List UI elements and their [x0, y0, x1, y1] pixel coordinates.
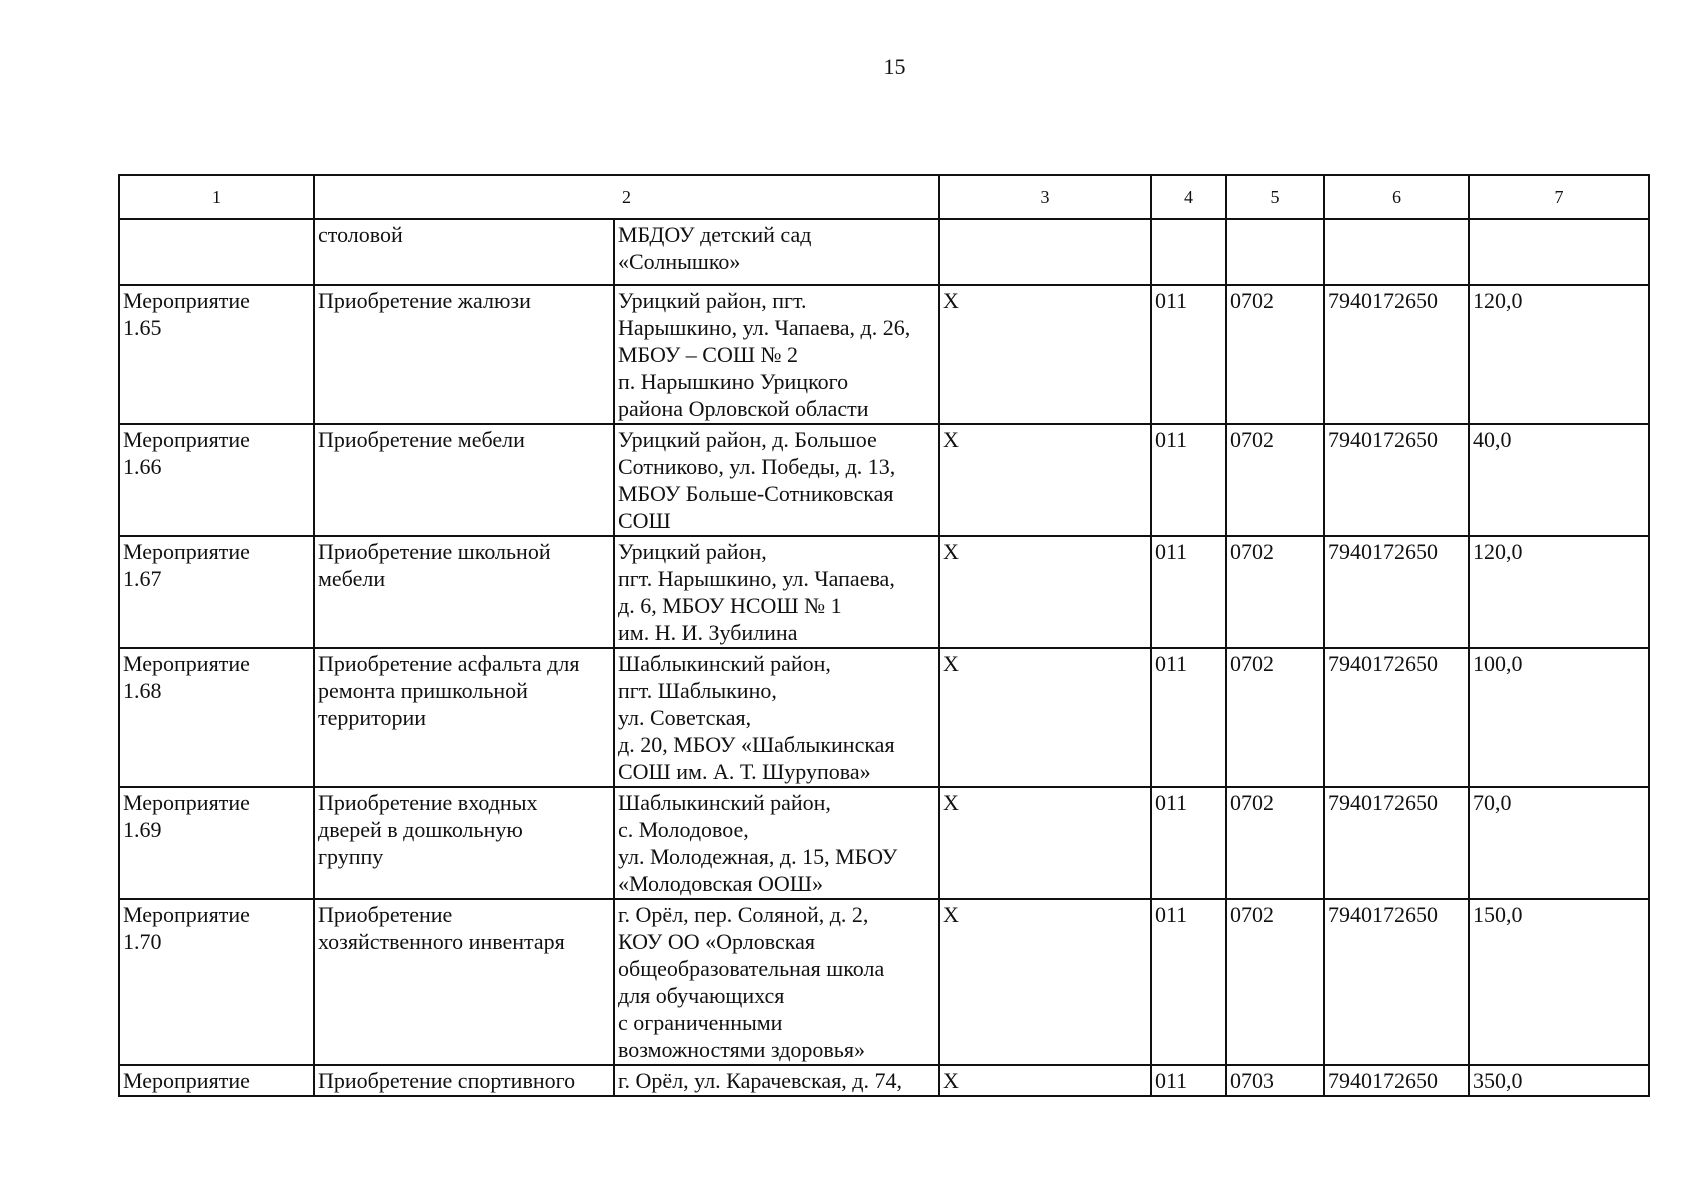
- name-cell: Приобретение жалюзи: [314, 285, 614, 424]
- col6-cell: 7940172650: [1324, 424, 1469, 536]
- col4-cell: 011: [1151, 424, 1226, 536]
- col6-cell: [1324, 219, 1469, 285]
- col5-cell: 0702: [1226, 899, 1324, 1065]
- name-cell: столовой: [314, 219, 614, 285]
- table-row: [119, 424, 1649, 536]
- col3-cell: X: [939, 536, 1151, 648]
- col4-cell: [1151, 219, 1226, 285]
- col6-cell: 7940172650: [1324, 787, 1469, 899]
- col7-cell: 100,0: [1469, 648, 1649, 787]
- col3-cell: X: [939, 424, 1151, 536]
- col5-cell: [1226, 219, 1324, 285]
- col4-cell: 011: [1151, 899, 1226, 1065]
- col3-cell: X: [939, 787, 1151, 899]
- header-cell-2: 2: [314, 175, 939, 219]
- col6-cell: 7940172650: [1324, 1065, 1469, 1096]
- col5-cell: 0703: [1226, 1065, 1324, 1096]
- col7-cell: 120,0: [1469, 285, 1649, 424]
- col4-cell: 011: [1151, 536, 1226, 648]
- name-cell: Приобретение спортивного: [314, 1065, 614, 1096]
- table-row: [119, 219, 1649, 285]
- col7-cell: [1469, 219, 1649, 285]
- col6-cell: 7940172650: [1324, 648, 1469, 787]
- col5-cell: 0702: [1226, 424, 1324, 536]
- col7-cell: 40,0: [1469, 424, 1649, 536]
- col4-cell: 011: [1151, 285, 1226, 424]
- name-cell: Приобретение мебели: [314, 424, 614, 536]
- measure-cell: Мероприятие 1.67: [119, 536, 314, 648]
- table-row: [119, 899, 1649, 1065]
- col5-cell: 0702: [1226, 648, 1324, 787]
- col3-cell: X: [939, 1065, 1151, 1096]
- header-cell-1: 1: [119, 175, 314, 219]
- header-cell-4: 4: [1151, 175, 1226, 219]
- address-cell: Урицкий район, пгт. Нарышкино, ул. Чапаева, д. 26, МБОУ – СОШ № 2 п. Нарышкино Урицкого района Орловской области: [614, 285, 939, 424]
- col5-cell: 0702: [1226, 787, 1324, 899]
- col6-cell: 7940172650: [1324, 536, 1469, 648]
- table-row: [119, 648, 1649, 787]
- address-cell: Шаблыкинский район, пгт. Шаблыкино, ул. Советская, д. 20, МБОУ «Шаблыкинская СОШ им. А. Т. Шурупова»: [614, 648, 939, 787]
- measure-cell: Мероприятие 1.68: [119, 648, 314, 787]
- header-cell-5: 5: [1226, 175, 1324, 219]
- col7-cell: 350,0: [1469, 1065, 1649, 1096]
- measure-cell: Мероприятие 1.70: [119, 899, 314, 1065]
- address-cell: Урицкий район, пгт. Нарышкино, ул. Чапаева, д. 6, МБОУ НСОШ № 1 им. Н. И. Зубилина: [614, 536, 939, 648]
- table-row: [119, 536, 1649, 648]
- col3-cell: [939, 219, 1151, 285]
- name-cell: Приобретение входных дверей в дошкольную группу: [314, 787, 614, 899]
- page-number: 15: [883, 54, 906, 79]
- address-cell: МБДОУ детский сад «Солнышко»: [614, 219, 939, 285]
- col3-cell: X: [939, 899, 1151, 1065]
- col6-cell: 7940172650: [1324, 899, 1469, 1065]
- table-row: [119, 285, 1649, 424]
- address-cell: г. Орёл, пер. Соляной, д. 2, КОУ ОО «Орловская общеобразовательная школа для обучающихся с ограниченными возможностями здоровья»: [614, 899, 939, 1065]
- measures-table: [118, 174, 1650, 1097]
- measure-cell: [119, 219, 314, 285]
- name-cell: Приобретение асфальта для ремонта пришкольной территории: [314, 648, 614, 787]
- table-row: [119, 1065, 1649, 1096]
- name-cell: Приобретение хозяйственного инвентаря: [314, 899, 614, 1065]
- measure-cell: Мероприятие 1.69: [119, 787, 314, 899]
- header-row: [119, 175, 1649, 219]
- address-cell: г. Орёл, ул. Карачевская, д. 74,: [614, 1065, 939, 1096]
- col4-cell: 011: [1151, 1065, 1226, 1096]
- measure-cell: Мероприятие 1.65: [119, 285, 314, 424]
- measure-cell: Мероприятие 1.66: [119, 424, 314, 536]
- col7-cell: 120,0: [1469, 536, 1649, 648]
- header-cell-6: 6: [1324, 175, 1469, 219]
- address-cell: Шаблыкинский район, с. Молодовое, ул. Молодежная, д. 15, МБОУ «Молодовская ООШ»: [614, 787, 939, 899]
- col6-cell: 7940172650: [1324, 285, 1469, 424]
- col3-cell: X: [939, 648, 1151, 787]
- measure-cell: Мероприятие: [119, 1065, 314, 1096]
- name-cell: Приобретение школьной мебели: [314, 536, 614, 648]
- header-cell-7: 7: [1469, 175, 1649, 219]
- address-cell: Урицкий район, д. Большое Сотниково, ул. Победы, д. 13, МБОУ Больше-Сотниковская СОШ: [614, 424, 939, 536]
- col5-cell: 0702: [1226, 285, 1324, 424]
- header-cell-3: 3: [939, 175, 1151, 219]
- col4-cell: 011: [1151, 787, 1226, 899]
- col7-cell: 150,0: [1469, 899, 1649, 1065]
- col3-cell: X: [939, 285, 1151, 424]
- col4-cell: 011: [1151, 648, 1226, 787]
- col7-cell: 70,0: [1469, 787, 1649, 899]
- table-row: [119, 787, 1649, 899]
- col5-cell: 0702: [1226, 536, 1324, 648]
